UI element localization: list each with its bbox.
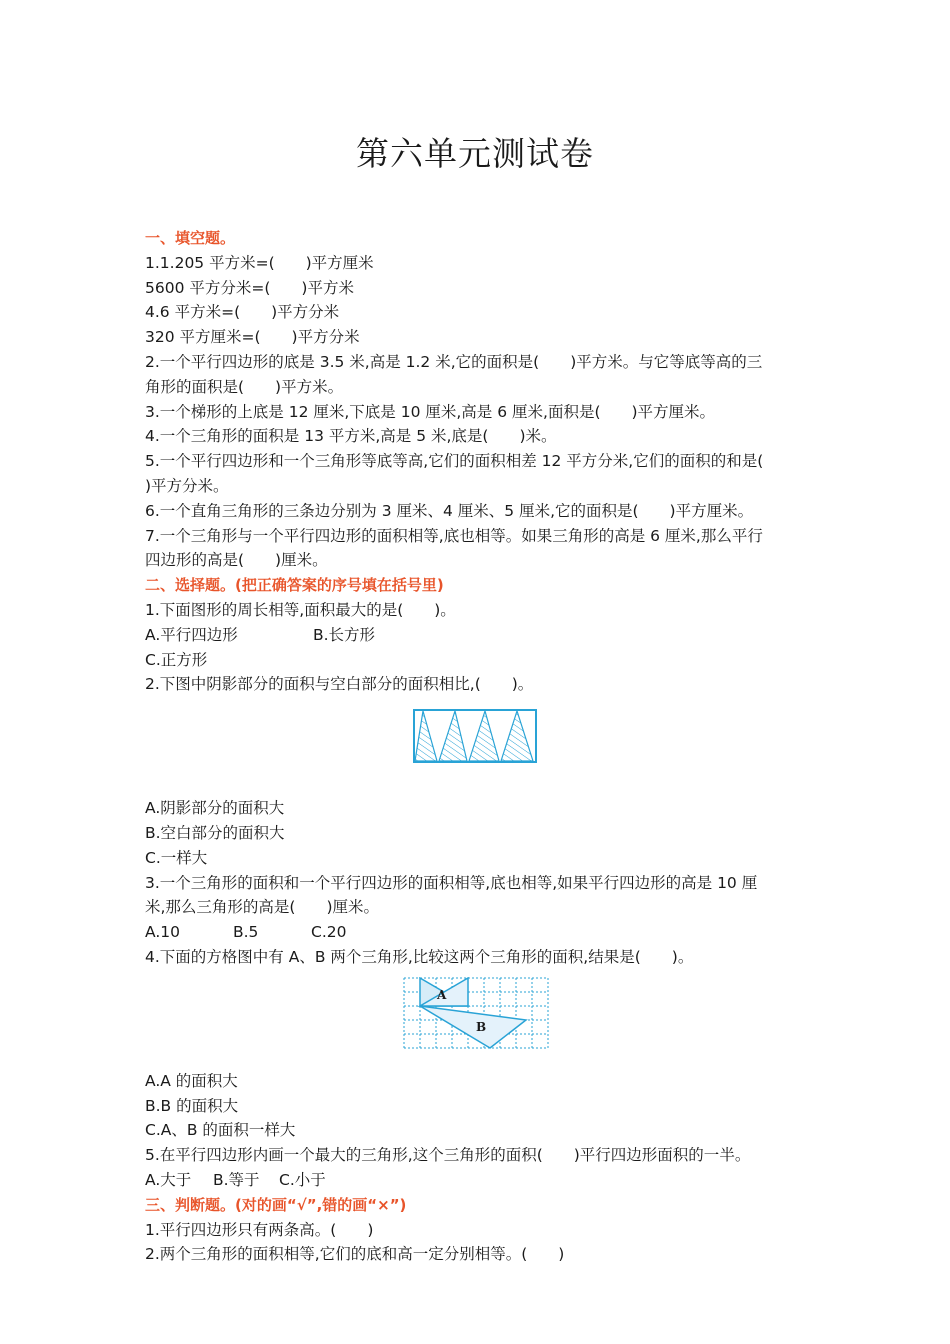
shaded-triangle	[469, 711, 499, 761]
question-line: 1.平行四边形只有两条高。( )	[145, 1220, 374, 1239]
option-b: B.等于	[213, 1170, 260, 1189]
option-a: A.大于	[145, 1170, 192, 1189]
shaded-triangle	[415, 711, 437, 761]
grid-triangles-figure	[145, 970, 810, 1069]
section-heading-fill-blank: 一、填空题。	[145, 229, 236, 247]
option-a: A.阴影部分的面积大	[145, 799, 285, 818]
option-row	[145, 1168, 810, 1193]
page-title: 第六单元测试卷	[356, 134, 594, 173]
question-line: 2.一个平行四边形的底是 3.5 米,高是 1.2 米,它的面积是( )平方米。与它等底等高的三	[145, 352, 763, 371]
question-line: 米,那么三角形的高是( )厘米。	[145, 898, 380, 917]
question-line: 6.一个直角三角形的三条边分别为 3 厘米、4 厘米、5 厘米,它的面积是( )平方厘米。	[145, 501, 754, 520]
question-line: 角形的面积是( )平方米。	[145, 377, 344, 396]
option-c: C.A、B 的面积一样大	[145, 1121, 296, 1140]
option-a: A.A 的面积大	[145, 1071, 238, 1090]
option-row	[145, 623, 810, 648]
question-line: )平方分米。	[145, 476, 229, 495]
option-b: B.B 的面积大	[145, 1096, 239, 1115]
question-line: 5.在平行四边形内画一个最大的三角形,这个三角形的面积( )平行四边形面积的一半。	[145, 1146, 751, 1165]
option-a: A.10	[145, 923, 180, 942]
question-line: 3.一个梯形的上底是 12 厘米,下底是 10 厘米,高是 6 厘米,面积是( )平方厘米。	[145, 402, 716, 421]
option-row	[145, 920, 810, 945]
option-b: B.长方形	[313, 625, 376, 644]
shaded-triangle	[439, 711, 467, 761]
question-line: 4.下面的方格图中有 A、B 两个三角形,比较这两个三角形的面积,结果是( )。	[145, 947, 694, 966]
grid-svg	[403, 977, 549, 1049]
option-b: B.5	[233, 923, 259, 942]
label-a: A	[437, 987, 447, 1002]
question-line: 1.1.205 平方米=( )平方厘米	[145, 253, 374, 272]
option-c: C.一样大	[145, 848, 208, 867]
section-heading-judgment: 三、判断题。(对的画“√”,错的画“×”)	[145, 1195, 407, 1214]
question-line: 4.一个三角形的面积是 13 平方米,高是 5 米,底是( )米。	[145, 427, 557, 446]
question-line: 4.6 平方米=( )平方分米	[145, 303, 340, 322]
shaded-rectangle-svg	[413, 709, 537, 763]
question-line: 5.一个平行四边形和一个三角形等底等高,它们的面积相差 12 平方分米,它们的面积的和是(	[145, 452, 764, 471]
test-content	[145, 226, 810, 1267]
question-line: 2.下图中阴影部分的面积与空白部分的面积相比,( )。	[145, 675, 534, 694]
question-line: 四边形的高是( )厘米。	[145, 551, 328, 570]
question-line: 2.两个三角形的面积相等,它们的底和高一定分别相等。( )	[145, 1245, 565, 1264]
label-b: B	[476, 1019, 487, 1034]
option-c: C.小于	[279, 1170, 326, 1189]
question-line: 3.一个三角形的面积和一个平行四边形的面积相等,底也相等,如果平行四边形的高是 10 厘	[145, 873, 758, 892]
option-c: C.正方形	[145, 650, 208, 669]
shaded-triangle	[501, 711, 533, 761]
option-c: C.20	[311, 923, 347, 942]
option-b: B.空白部分的面积大	[145, 823, 285, 842]
section-heading-choice: 二、选择题。(把正确答案的序号填在括号里)	[145, 576, 444, 595]
question-line: 1.下面图形的周长相等,面积最大的是( )。	[145, 600, 456, 619]
question-line: 320 平方厘米=( )平方分米	[145, 328, 360, 347]
question-line: 5600 平方分米=( )平方米	[145, 278, 354, 297]
question-line: 7.一个三角形与一个平行四边形的面积相等,底也相等。如果三角形的高是 6 厘米,那么平行	[145, 526, 763, 545]
option-a: A.平行四边形	[145, 625, 238, 644]
shaded-rectangle-figure	[145, 697, 810, 796]
